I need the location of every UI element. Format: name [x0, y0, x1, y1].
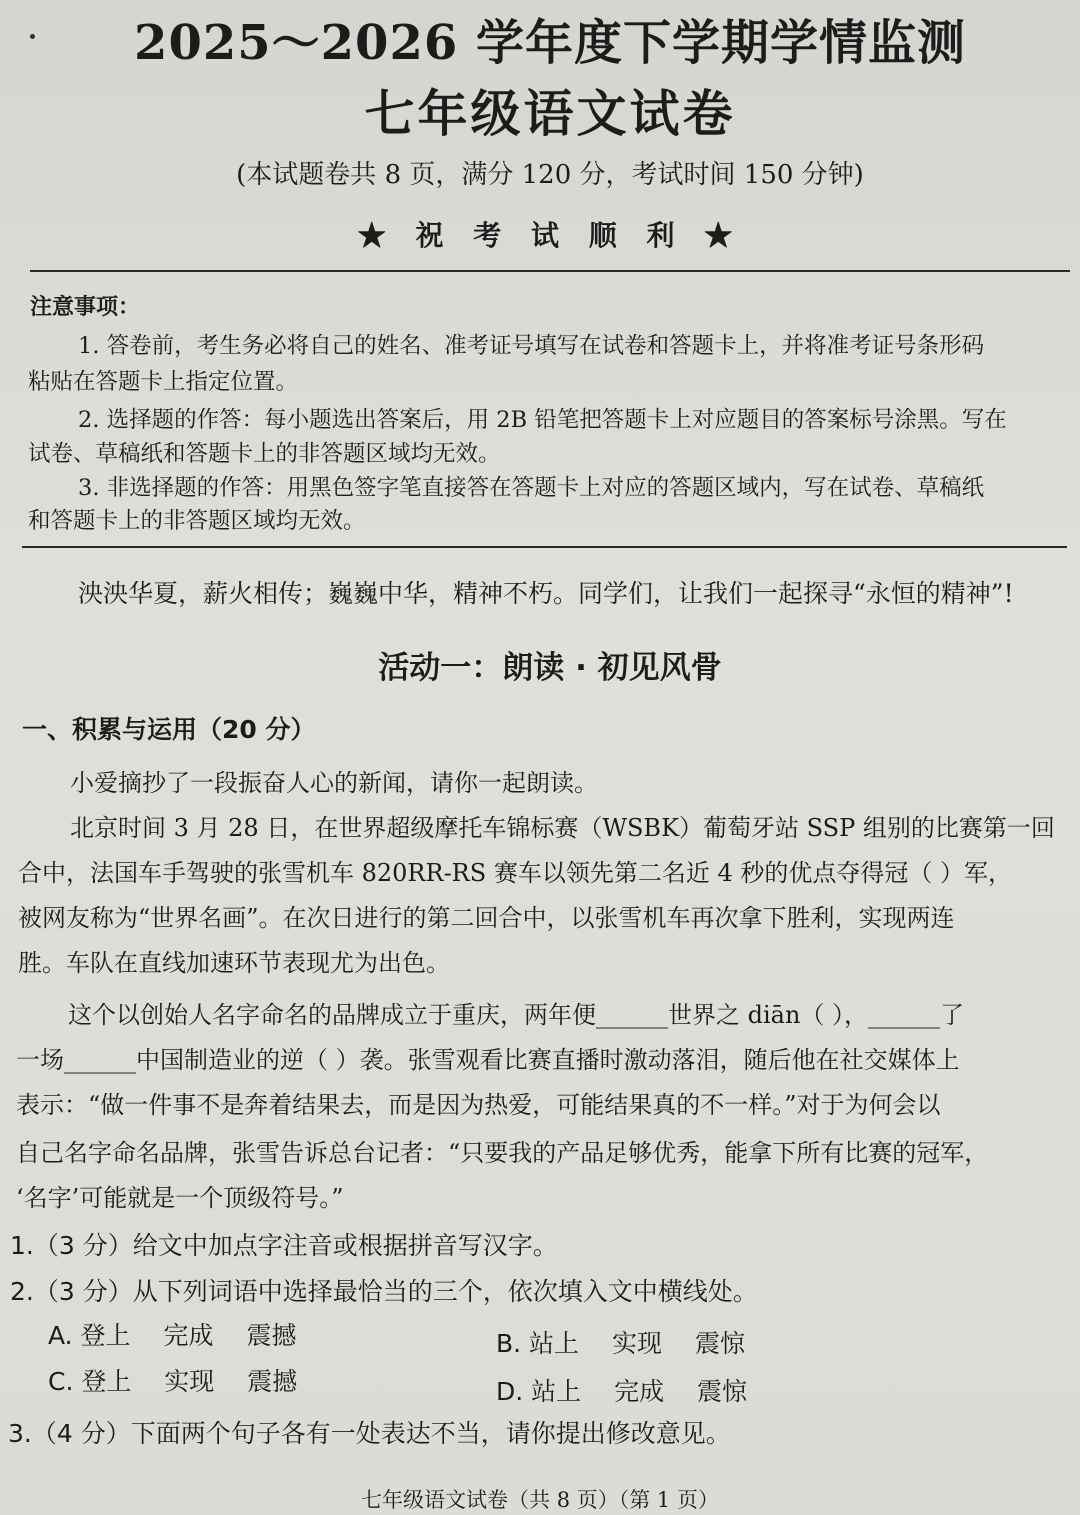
- intro-text: 泱泱华夏，薪火相传；巍巍中华，精神不朽。同学们，让我们一起探寻“永恒的精神”!: [78, 579, 1014, 608]
- note-line: 3. 非选择题的作答：用黑色签字笔直接答在答题卡上对应的答题区域内，写在试卷、草稿纸: [78, 475, 985, 501]
- option-b: B. 站上 实现 震惊: [496, 1329, 745, 1358]
- section-title: 一、积累与运用（20 分）: [22, 715, 316, 744]
- passage-line: 合中，法国车手驾驶的张雪机车 820RR-RS 赛车以领先第二名近 4 秒的优点夺得冠（ ）军，: [18, 859, 1012, 887]
- option-a: A. 登上 完成 震撼: [48, 1321, 297, 1350]
- passage-line: 北京时间 3 月 28 日，在世界超级摩托车锦标赛（WSBK）葡萄牙站 SSP 组别的比赛第一回: [70, 814, 1055, 842]
- note-line: 1. 答卷前，考生务必将自己的姓名、准考证号填写在试卷和答题卡上，并将准考证号条形码: [78, 333, 985, 359]
- question-3: 3.（4 分）下面两个句子各有一处表达不当，请你提出修改意见。: [8, 1419, 731, 1448]
- note-line: 试卷、草稿纸和答题卡上的非答题区域均无效。: [28, 441, 501, 467]
- option-d: D. 站上 完成 震惊: [496, 1377, 748, 1406]
- top-divider: [30, 270, 1070, 272]
- question-2: 2.（3 分）从下列词语中选择最恰当的三个，依次填入文中横线处。: [10, 1277, 758, 1306]
- passage-line: 这个以创始人名字命名的品牌成立于重庆，两年便______世界之 diān（ ），______了: [68, 1001, 965, 1029]
- good-luck-banner: ★ 祝 考 试 顺 利 ★: [357, 219, 743, 252]
- passage-line: 小爱摘抄了一段振奋人心的新闻，请你一起朗读。: [70, 769, 598, 797]
- bottom-divider: [22, 546, 1067, 548]
- question-1: 1.（3 分）给文中加点字注音或根据拼音写汉字。: [10, 1231, 558, 1260]
- activity-title: 活动一：朗读 · 初见风骨: [378, 650, 722, 686]
- note-line: 粘贴在答题卡上指定位置。: [28, 369, 299, 395]
- passage-line: 胜。车队在直线加速环节表现尤为出色。: [18, 949, 450, 977]
- option-c: C. 登上 实现 震撼: [48, 1367, 298, 1396]
- notes-heading: 注意事项：: [30, 294, 141, 320]
- passage-line: 被网友称为“世界名画”。在次日进行的第二回合中，以张雪机车再次拿下胜利，实现两连: [18, 904, 955, 932]
- note-line: 2. 选择题的作答：每小题选出答案后，用 2B 铅笔把答题卡上对应题目的答案标号涂黑。写在: [78, 407, 1007, 433]
- exam-subject-title: 七年级语文试卷: [364, 84, 736, 143]
- passage-line: 自己名字命名品牌，张雪告诉总台记者：“只要我的产品足够优秀，能拿下所有比赛的冠军，: [16, 1139, 989, 1167]
- note-line: 和答题卡上的非答题区域均无效。: [28, 508, 366, 534]
- exam-title: 2025～2026 学年度下学期学情监测: [134, 15, 966, 71]
- passage-line: ‘名字’可能就是一个顶级符号。”: [16, 1184, 344, 1212]
- exam-info: (本试题卷共 8 页，满分 120 分，考试时间 150 分钟): [236, 160, 864, 190]
- passage-line: 表示：“做一件事不是奔着结果去，而是因为热爱，可能结果真的不一样。”对于为何会以: [16, 1091, 941, 1119]
- passage-line: 一场______中国制造业的逆（ ）袭。张雪观看比赛直播时激动落泪，随后他在社交媒体上: [16, 1046, 960, 1074]
- page-footer: 七年级语文试卷（共 8 页）（第 1 页）: [361, 1488, 719, 1512]
